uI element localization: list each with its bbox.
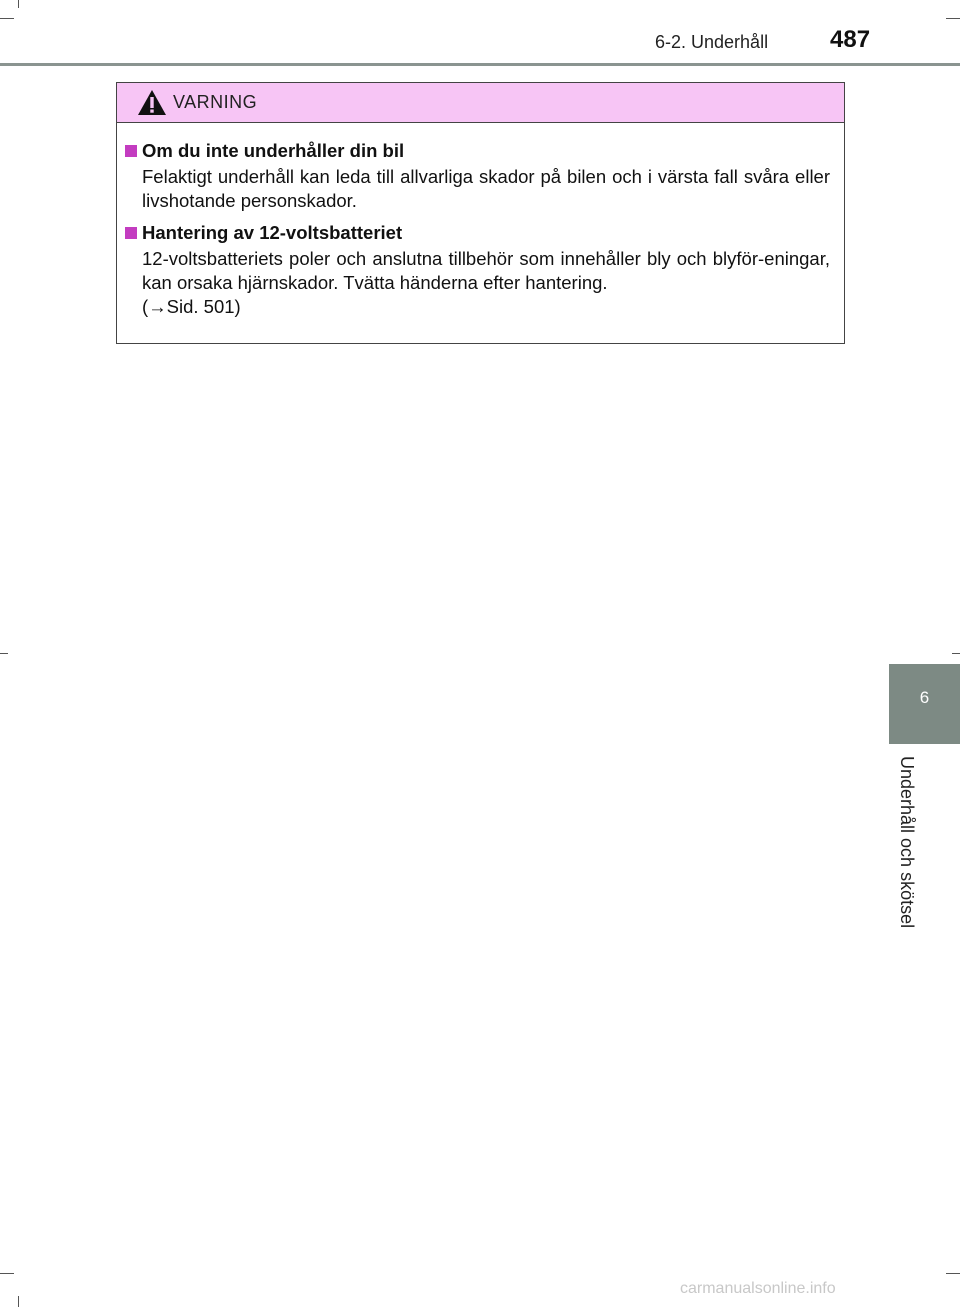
crop-mark: [952, 653, 960, 654]
crop-mark: [18, 0, 19, 8]
warning-box: [116, 82, 845, 344]
square-bullet-icon: [125, 227, 137, 239]
crop-mark: [946, 1273, 960, 1274]
crop-mark: [0, 1273, 14, 1274]
chapter-label: Underhåll och skötsel: [897, 756, 917, 929]
page-reference[interactable]: (→Sid. 501): [142, 296, 241, 317]
crop-mark: [946, 18, 960, 19]
crop-mark: [0, 18, 14, 19]
warning-header: [117, 83, 844, 123]
warning-item-text: Felaktigt underhåll kan leda till allvarliga skador på bilen och i värsta fall svåra eller livshotande personskador.: [142, 166, 830, 211]
crop-mark: [0, 653, 8, 654]
item-title-text: Hantering av 12-voltsbatteriet: [142, 222, 403, 243]
warning-item-text: 12-voltsbatteriets poler och anslutna tillbehör som innehåller bly och blyför-eningar, kan orsaka hjärnskador. Tvätta händerna efter hantering.: [142, 248, 830, 293]
watermark: carmanualsonline.info: [680, 1280, 836, 1297]
page-number: 487: [830, 26, 871, 53]
header-divider: [0, 63, 960, 66]
item-title-text: Om du inte underhåller din bil: [142, 140, 405, 161]
warning-body: [117, 123, 844, 319]
crop-mark: [18, 1296, 19, 1307]
section-title: 6-2. Underhåll: [655, 32, 769, 52]
warning-item-title: [125, 137, 830, 165]
warning-item-title: [125, 219, 830, 247]
chapter-tab: [889, 664, 960, 744]
square-bullet-icon: [125, 145, 137, 157]
warning-triangle-icon: [137, 89, 167, 116]
chapter-number: 6: [919, 688, 930, 707]
warning-label: VARNING: [173, 92, 258, 112]
